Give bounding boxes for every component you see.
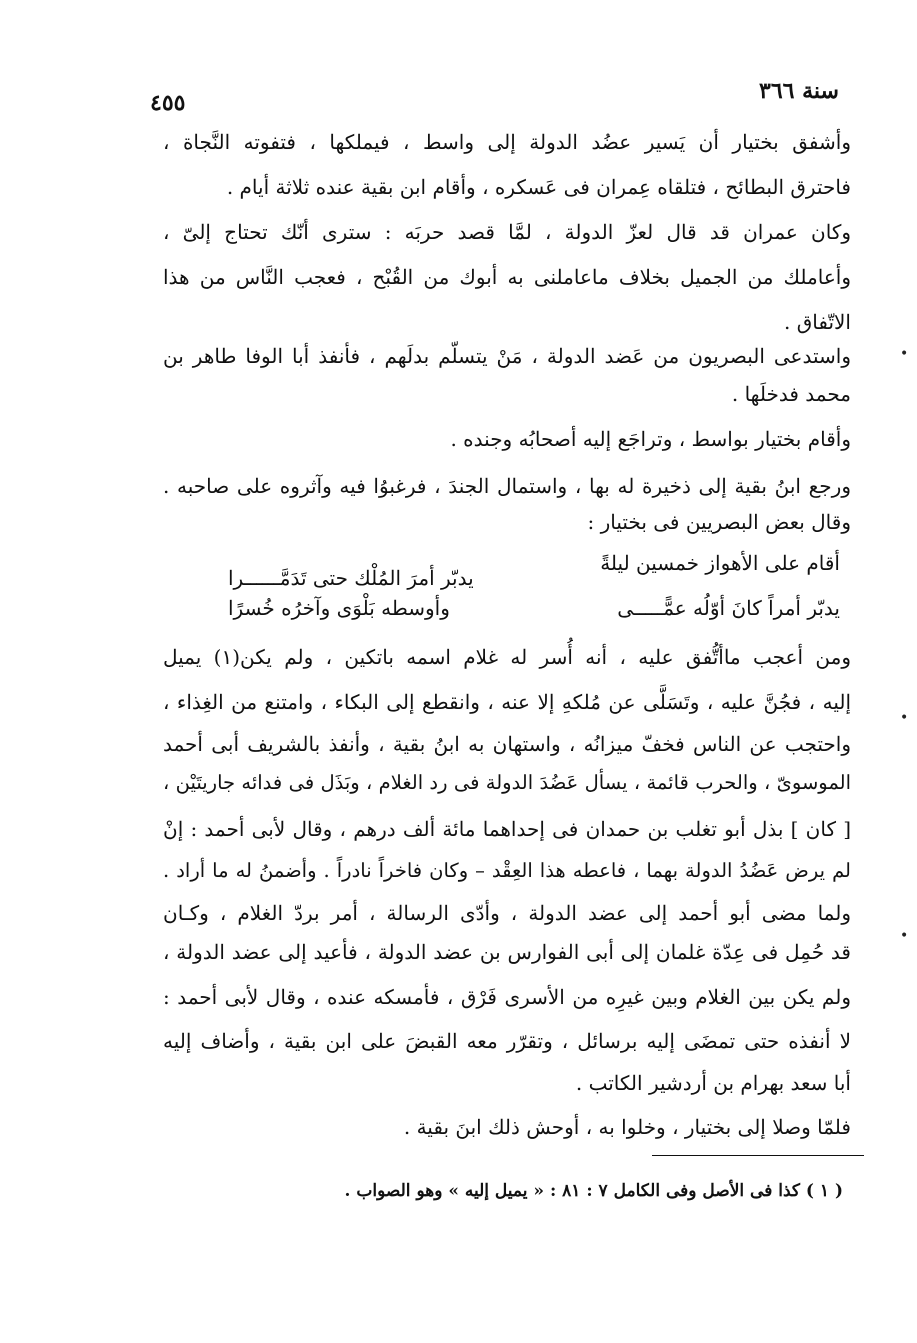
text-line: الموسوىّ ، والحرب قائمة ، يسأل عَضُدَ الدولة فى رد الغلام ، وبَذَل فى فدائه جاريتَيْن ، (163, 771, 851, 794)
text-line: ولما مضى أبو أحمد إلى عضد الدولة ، وأدّى الرسالة ، أمر بردّ الغلام ، وكـان (163, 901, 851, 925)
text-line: وأعاملك من الجميل بخلاف ماعاملنى به أبوك من القُبْح ، فعجب النَّاس من هذا (163, 265, 851, 289)
text-line: وقال بعض البصريين فى بختيار : (587, 510, 851, 534)
margin-dot: • (900, 928, 909, 944)
verse-1-first-hemistich: أقام على الأهواز خمسين ليلةً (600, 551, 840, 575)
text-line: واحتجب عن الناس فخفّ ميزانُه ، واستهان به ابنُ بقية ، وأنفذ بالشريف أبى أحمد (163, 732, 851, 756)
text-line: إليه ، فجُنَّ عليه ، وتَسَلَّى عن مُلكهِ إلا عنه ، وانقطع إلى البكاء ، وامتنع من الغِذاء ، (163, 690, 851, 714)
text-line: ولم يكن بين الغلام وبين غيرِه من الأسرى فَرْق ، فأمسكه عنده ، وقال لأبى أحمد : (163, 985, 851, 1009)
text-line: فلمّا وصلا إلى بختيار ، وخلوا به ، أوحش ذلك ابنَ بقية . (403, 1115, 851, 1139)
text-line: لم يرض عَضُدُ الدولة بهما ، فاعطه هذا العِقْد – وكان فاخراً نادراً . وأضمنُ له ما أراد . (163, 859, 851, 882)
text-line: فاحترق البطائح ، فتلقاه عِمران فى عَسكره ، وأقام ابن بقية عنده ثلاثة أيام . (226, 175, 851, 199)
footnote: ( ١ ) كذا فى الأصل وفى الكامل ٧ : ٨١ : « يميل إليه » وهو الصواب . (344, 1181, 843, 1201)
text-line: أبا سعد بهرام بن أردشير الكاتب . (575, 1071, 851, 1095)
verse-1-second-hemistich: يدبّر أمرَ المُلْك حتى تَدَمَّــــــرا (228, 566, 474, 590)
margin-dot: • (900, 710, 909, 726)
text-line: وكان عمران قد قال لعزّ الدولة ، لمَّا قصد حربَه : سترى أنّك تحتاج إلىّ ، (163, 220, 851, 244)
text-line: وأقام بختيار بواسط ، وتراجَع إليه أصحابُه وجنده . (450, 427, 851, 451)
text-line: لا أنفذه حتى تمضَى إليه برسائل ، وتقرّر معه القبضَ على ابن بقية ، وأضاف إليه (163, 1029, 851, 1053)
text-line: ورجع ابنُ بقية إلى ذخيرة له بها ، واستمال الجندَ ، فرغبوُا فيه وآثروه على صاحبه . (163, 474, 851, 498)
page-number: ٤٥٥ (150, 90, 186, 116)
text-line: محمد فدخلَها . (731, 382, 851, 406)
text-line: الاتّفاق . (784, 310, 851, 334)
margin-dot: • (900, 346, 909, 362)
text-line: ومن أعجب ماأتُّفق عليه ، أنه أُسر له غلام اسمه باتكين ، ولم يكن(١) يميل (163, 645, 851, 669)
footnote-separator (652, 1155, 864, 1156)
text-line: واستدعى البصريون من عَضد الدولة ، مَنْ يتسلّم بدلَهم ، فأنفذ أبا الوفا طاهر بن (163, 344, 851, 368)
verse-2-second-hemistich: وأوسطه بَلْوَى وآخرُه خُسرًا (228, 596, 450, 620)
page-header (150, 78, 839, 114)
text-line: [ كان ] بذل أبو تغلب بن حمدان فى إحداهما مائة ألف درهم ، وقال لأبى أحمد : إنْ (163, 817, 851, 841)
verse-2-first-hemistich: يدبّر أمراً كانَ أوّلُه عمًّـــــى (617, 596, 840, 620)
header-year: سنة ٣٦٦ (759, 78, 839, 104)
text-line: وأشفق بختيار أن يَسير عضُد الدولة إلى واسط ، فيملكها ، فتفوته النَّجاة ، (163, 130, 851, 154)
text-line: قد حُمِل فى عِدّة غلمان إلى أبى الفوارس بن عضد الدولة ، فأعيد إلى عضد الدولة ، (163, 940, 851, 964)
